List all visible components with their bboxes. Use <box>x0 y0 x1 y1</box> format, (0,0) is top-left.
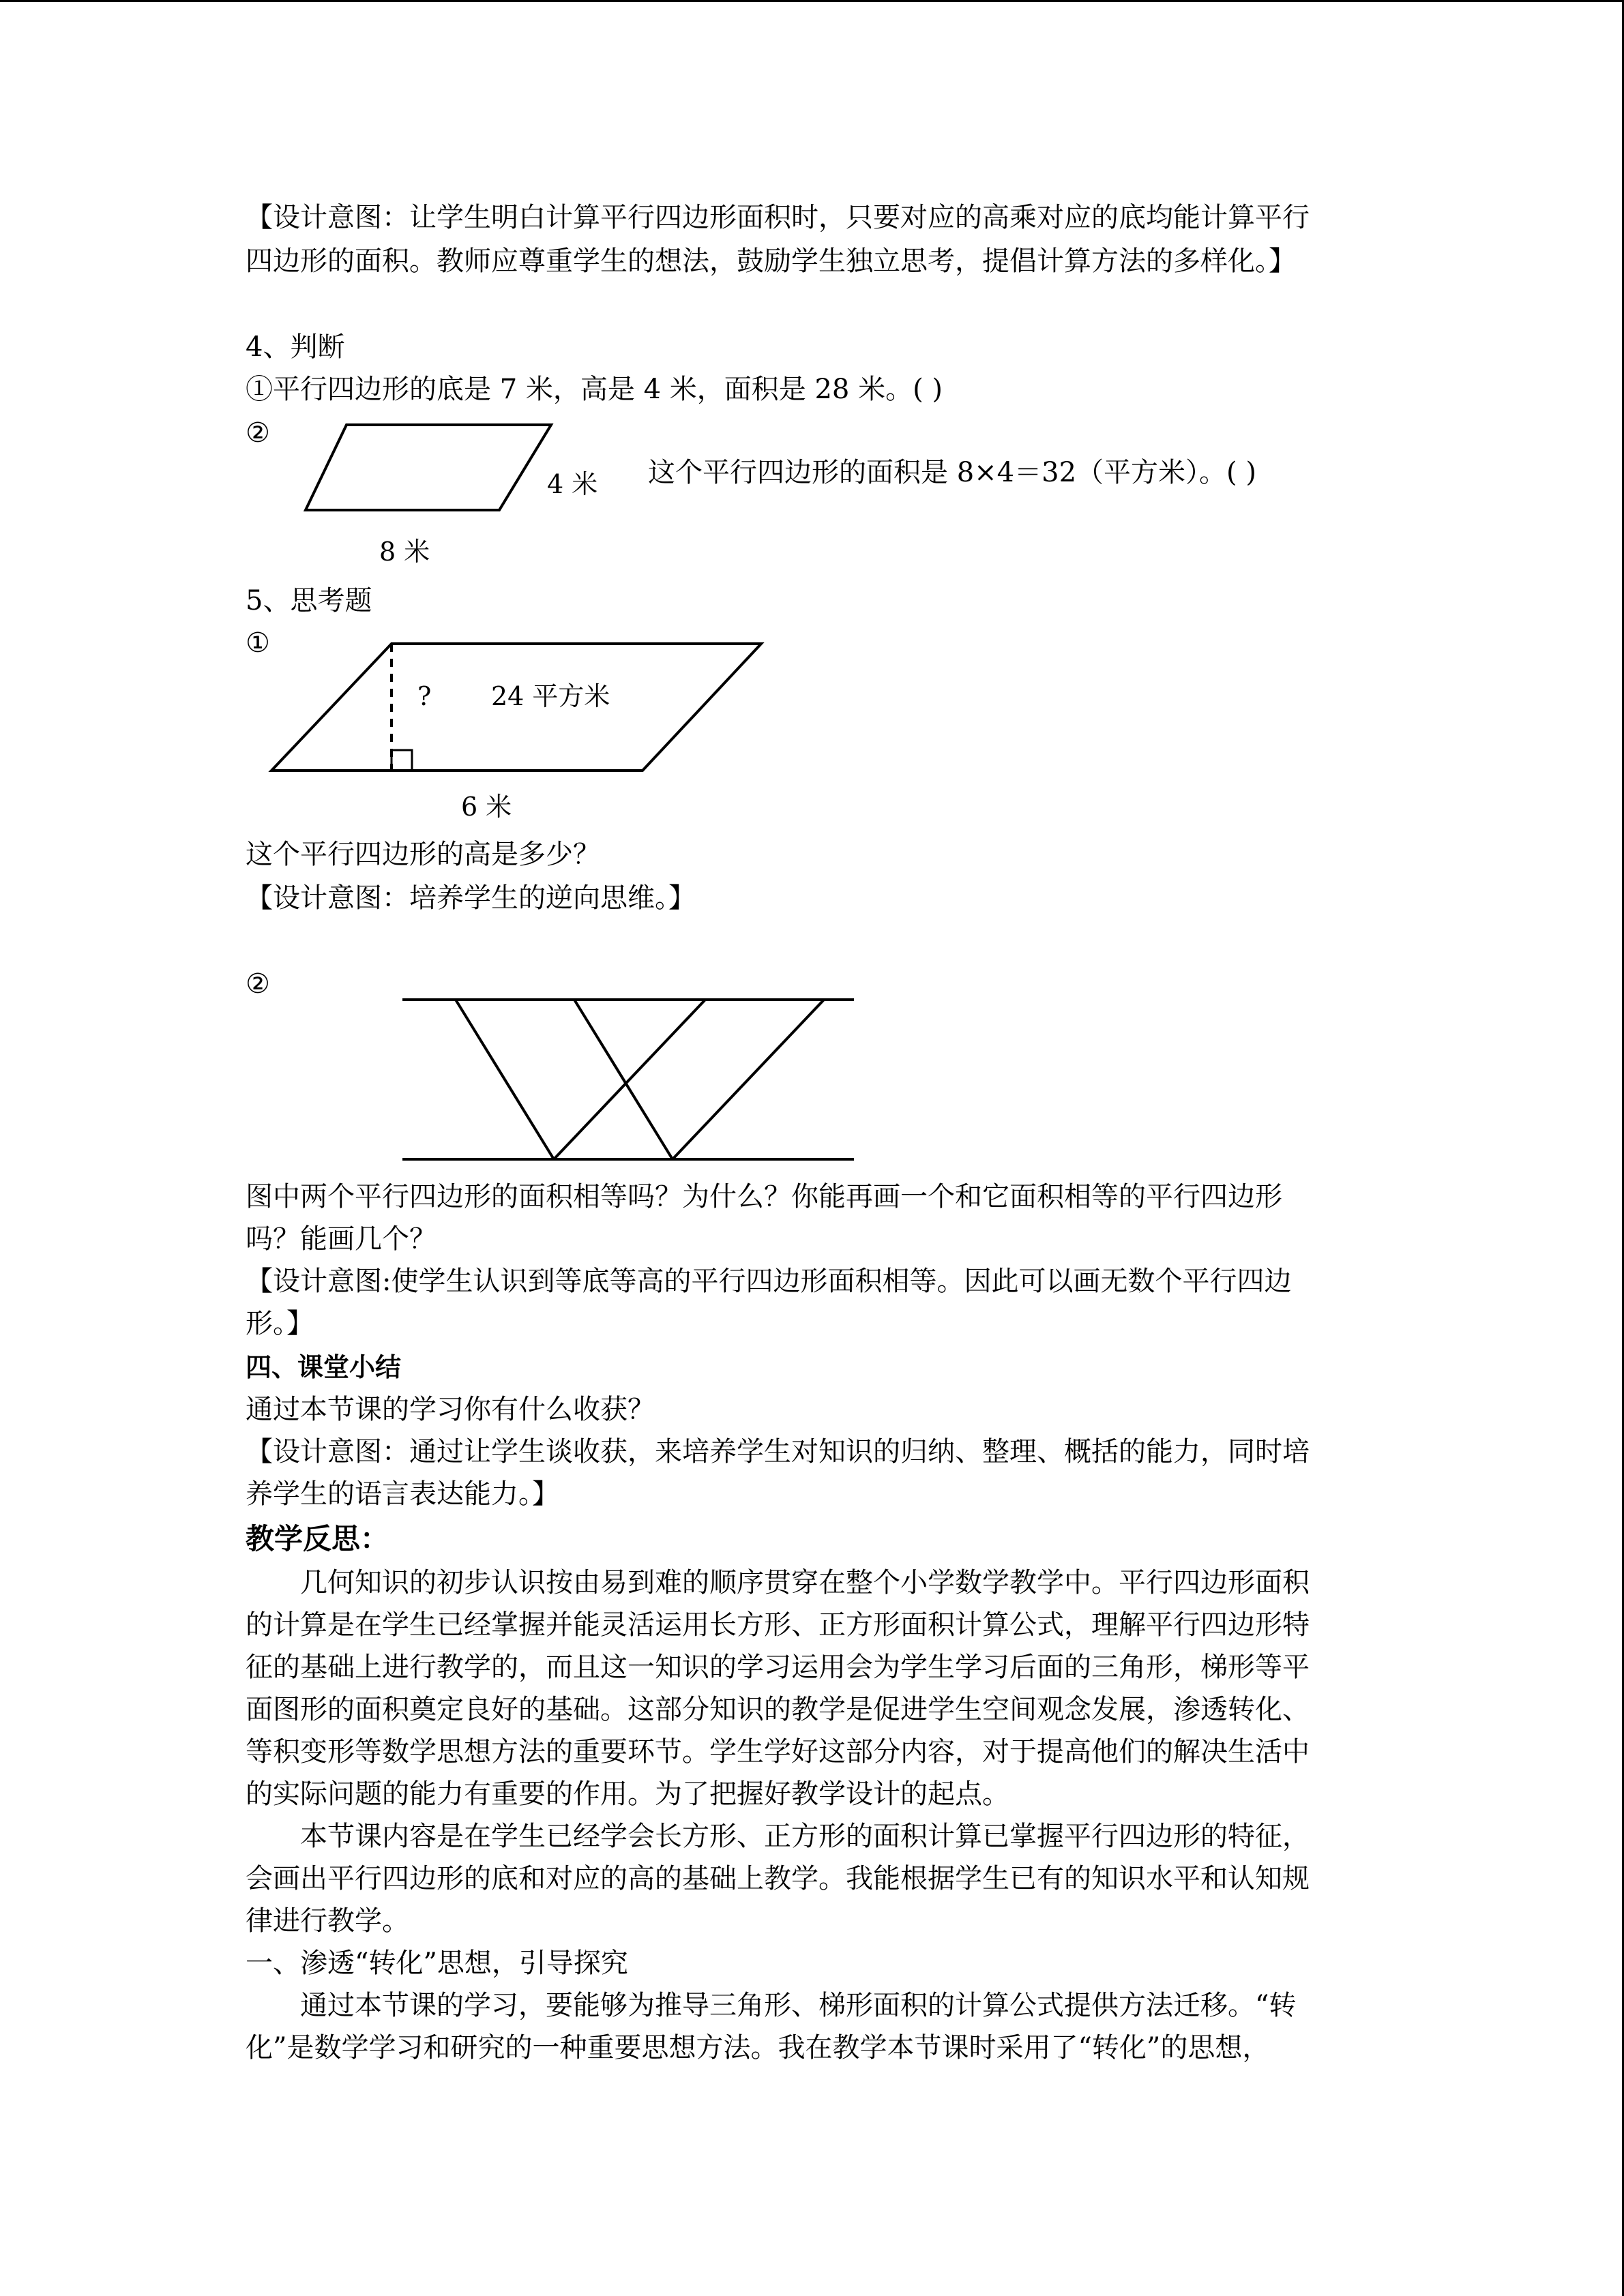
height-label: 4 米 <box>547 469 598 499</box>
question-5-item-2-question: 吗？能画几个？ <box>246 1223 437 1255</box>
question-5-item-1-marker: ① <box>246 627 270 659</box>
reflection-paragraph-3: 通过本节课的学习，要能够为推导三角形、梯形面积的计算公式提供方法迁移。“转 <box>300 1990 1297 2021</box>
summary-heading: 四、课堂小结 <box>246 1352 402 1382</box>
design-intent-line: 四边形的面积。教师应尊重学生的想法，鼓励学生独立思考，提倡计算方法的多样化。】 <box>246 245 1296 277</box>
page-top-border <box>0 0 1624 2</box>
parallelogram-2-right-side <box>673 1000 824 1159</box>
question-5-item-2-intent: 形。】 <box>246 1308 314 1339</box>
parallelogram-figure-5 <box>259 634 778 832</box>
parallelogram-figure-4 <box>293 419 621 569</box>
design-intent-line: 【设计意图：让学生明白计算平行四边形面积时，只要对应的高乘对应的底均能计算平行 <box>246 202 1310 233</box>
reflection-paragraph-1: 几何知识的初步认识按由易到难的顺序贯穿在整个小学数学教学中。平行四边形面积 <box>300 1567 1310 1598</box>
summary-intent: 养学生的语言表达能力。】 <box>246 1478 559 1510</box>
question-5-heading: 5、思考题 <box>246 585 372 616</box>
question-4-item-2-marker: ② <box>246 417 270 449</box>
question-4-heading: 4、判断 <box>246 331 345 363</box>
question-5-item-1-intent: 【设计意图：培养学生的逆向思维。】 <box>246 882 696 914</box>
unknown-height-mark: ? <box>417 681 432 711</box>
reflection-paragraph-2: 律进行教学。 <box>246 1905 409 1937</box>
base-label: 6 米 <box>461 792 512 822</box>
question-4-item-1: ①平行四边形的底是 7 米，高是 4 米，面积是 28 米。( ) <box>246 374 943 405</box>
question-5-item-2-intent: 【设计意图:使学生认识到等底等高的平行四边形面积相等。因此可以画无数个平行四边 <box>246 1266 1292 1297</box>
summary-question: 通过本节课的学习你有什么收获？ <box>246 1394 655 1425</box>
reflection-paragraph-1: 等积变形等数学思想方法的重要环节。学生学好这部分内容，对于提高他们的解决生活中 <box>246 1736 1310 1768</box>
parallelogram-1-left-side <box>456 1000 554 1159</box>
question-4-item-2-text: 这个平行四边形的面积是 8×4＝32（平方米）。( ) <box>648 457 1256 488</box>
reflection-paragraph-1: 的计算是在学生已经掌握并能灵活运用长方形、正方形面积计算公式，理解平行四边形特 <box>246 1609 1310 1641</box>
reflection-paragraph-2: 本节课内容是在学生已经学会长方形、正方形的面积计算已掌握平行四边形的特征， <box>300 1821 1310 1852</box>
parallelogram-2-left-side <box>574 1000 673 1159</box>
reflection-paragraph-1: 的实际问题的能力有重要的作用。为了把握好教学设计的起点。 <box>246 1778 1009 1810</box>
parallelogram-shape <box>306 425 551 510</box>
reflection-paragraph-1: 征的基础上进行教学的，而且这一知识的学习运用会为学生学习后面的三角形，梯形等平 <box>246 1652 1310 1683</box>
reflection-paragraph-3: 化”是数学学习和研究的一种重要思想方法。我在教学本节课时采用了“转化”的思想， <box>246 2032 1270 2063</box>
reflection-paragraph-2: 会画出平行四边形的底和对应的高的基础上教学。我能根据学生已有的知识水平和认知规 <box>246 1863 1310 1894</box>
parallelogram-1-right-side <box>554 1000 705 1159</box>
question-5-item-2-marker: ② <box>246 968 270 1000</box>
reflection-paragraph-1: 面图形的面积奠定良好的基础。这部分知识的教学是促进学生空间观念发展，渗透转化、 <box>246 1694 1310 1725</box>
parallel-lines-figure <box>396 989 859 1173</box>
reflection-heading: 教学反思： <box>246 1522 389 1555</box>
area-label: 24 平方米 <box>491 681 610 711</box>
question-5-item-2-question: 图中两个平行四边形的面积相等吗？为什么？你能再画一个和它面积相等的平行四边形 <box>246 1181 1282 1212</box>
summary-intent: 【设计意图：通过让学生谈收获，来培养学生对知识的归纳、整理、概括的能力，同时培 <box>246 1436 1310 1467</box>
reflection-subheading-1: 一、渗透“转化”思想，引导探究 <box>246 1948 628 1979</box>
right-angle-mark <box>392 750 412 771</box>
question-5-item-1-question: 这个平行四边形的高是多少？ <box>246 839 600 870</box>
base-label: 8 米 <box>379 537 430 567</box>
